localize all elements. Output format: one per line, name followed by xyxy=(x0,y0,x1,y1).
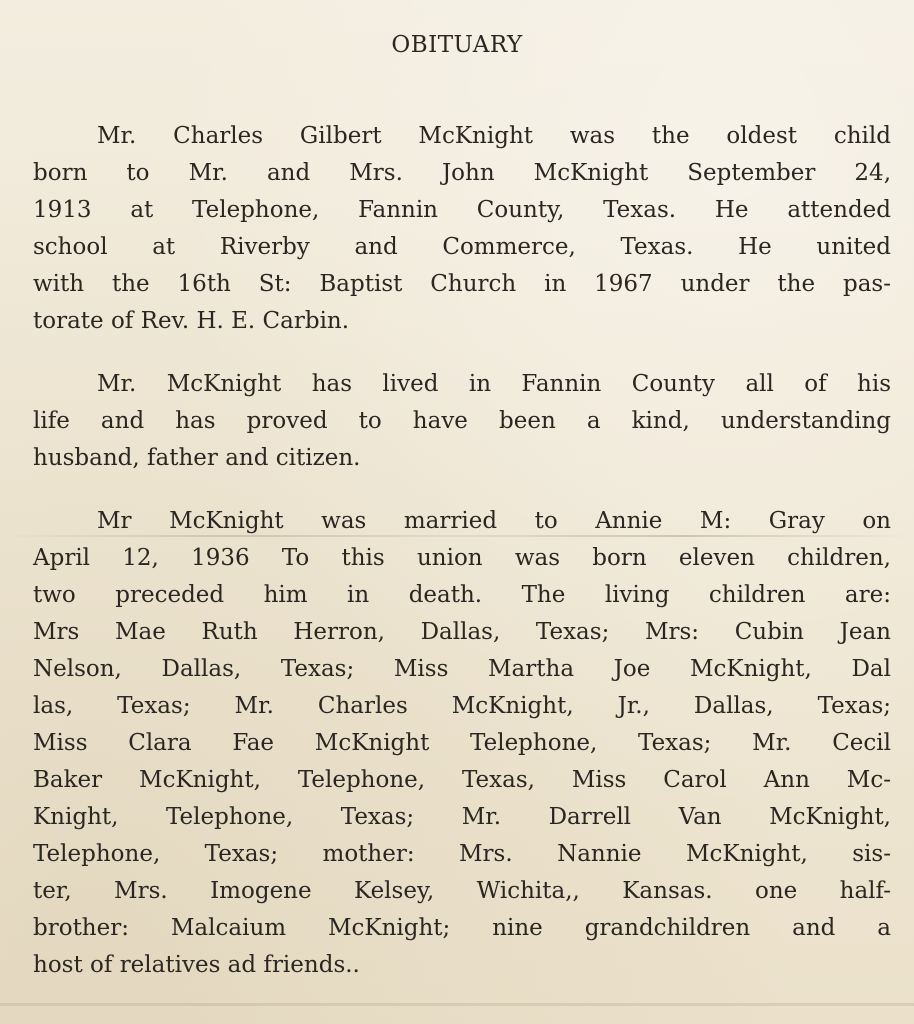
text-line: host of relatives ad friends.. xyxy=(33,952,360,978)
text-line: with the 16th St: Baptist Church in 1967 under the pas- xyxy=(33,271,891,297)
text-line: Mr. McKnight has lived in Fannin County all of his xyxy=(97,371,891,397)
text-line: brother: Malcaium McKnight; nine grandchildren and a xyxy=(33,915,891,941)
text-line: Baker McKnight, Telephone, Texas, Miss Carol Ann Mc- xyxy=(33,767,891,793)
text-line: Knight, Telephone, Texas; Mr. Darrell Van McKnight, xyxy=(33,804,891,830)
text-line: las, Texas; Mr. Charles McKnight, Jr., Dallas, Texas; xyxy=(33,693,891,719)
paragraph-3 xyxy=(33,503,891,984)
paragraph-2 xyxy=(33,366,891,477)
text-line: Telephone, Texas; mother: Mrs. Nannie McKnight, sis- xyxy=(33,841,891,867)
text-line: life and has proved to have been a kind, understanding xyxy=(33,408,891,434)
text-line: Mr. Charles Gilbert McKnight was the oldest child xyxy=(97,123,891,149)
text-line: Miss Clara Fae McKnight Telephone, Texas; Mr. Cecil xyxy=(33,730,891,756)
text-line: torate of Rev. H. E. Carbin. xyxy=(33,308,350,334)
text-line: ter, Mrs. Imogene Kelsey, Wichita,, Kansas. one half- xyxy=(33,878,891,904)
text-line: two preceded him in death. The living children are: xyxy=(33,582,891,608)
paragraph-1 xyxy=(33,118,891,340)
text-line: husband, father and citizen. xyxy=(33,445,361,471)
text-line: Nelson, Dallas, Texas; Miss Martha Joe McKnight, Dal xyxy=(33,656,891,682)
text-line: born to Mr. and Mrs. John McKnight September 24, xyxy=(33,160,891,186)
text-line: school at Riverby and Commerce, Texas. He united xyxy=(33,234,891,260)
text-line: Mrs Mae Ruth Herron, Dallas, Texas; Mrs: Cubin Jean xyxy=(33,619,891,645)
text-line: April 12, 1936 To this union was born eleven children, xyxy=(33,545,891,571)
text-line: 1913 at Telephone, Fannin County, Texas. He attended xyxy=(33,197,891,223)
obituary-title: OBITUARY xyxy=(391,32,523,58)
text-line: Mr McKnight was married to Annie M: Gray on xyxy=(97,508,891,534)
obituary-body xyxy=(33,118,891,1010)
